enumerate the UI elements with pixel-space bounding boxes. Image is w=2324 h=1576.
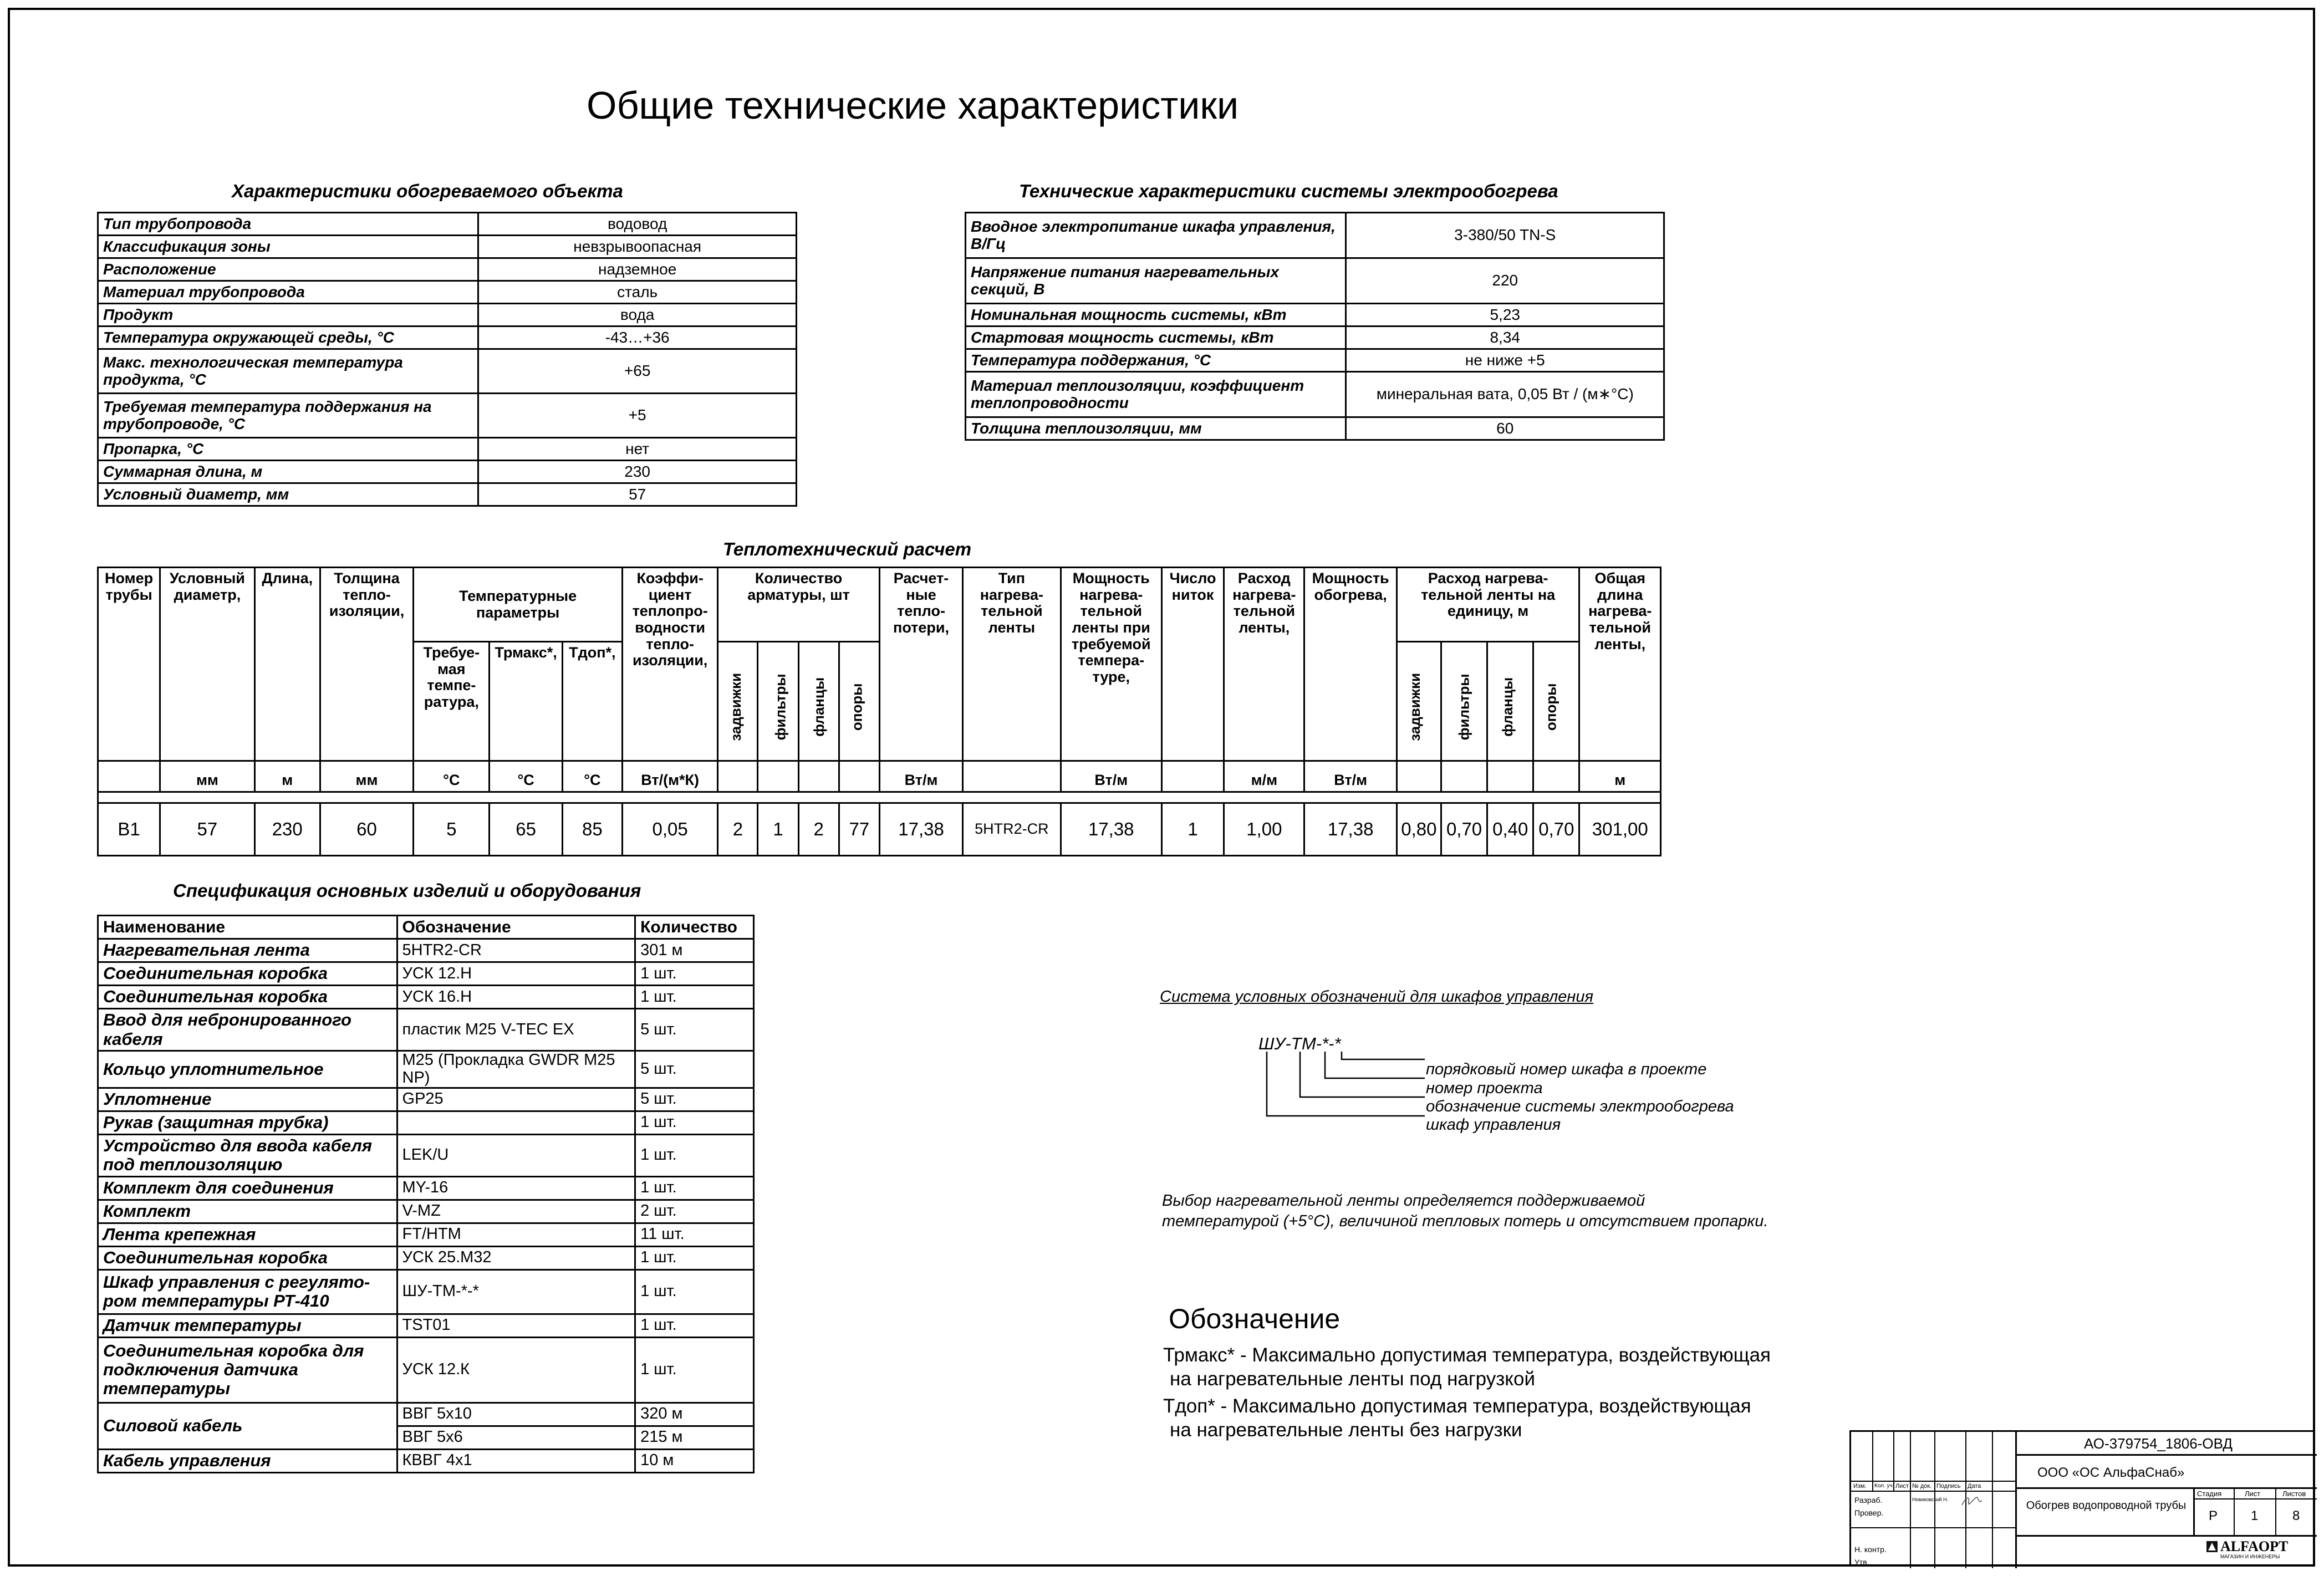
system-key: Материал теплоизоляции, коэффициент теплопроводности bbox=[966, 372, 1346, 417]
system-value: 5,23 bbox=[1346, 304, 1664, 327]
system-row bbox=[966, 327, 1664, 349]
spec-code: TST01 bbox=[397, 1314, 635, 1337]
spec-code: V-MZ bbox=[397, 1200, 635, 1223]
unit-t-dop: °С bbox=[562, 761, 622, 792]
th-power: Мощность обогрева, bbox=[1304, 568, 1397, 761]
spec-row bbox=[98, 1009, 754, 1051]
spec-code: УСК 16.Н bbox=[397, 986, 635, 1009]
stamp-nkontr: Н. контр. bbox=[1854, 1545, 1887, 1554]
system-row bbox=[966, 258, 1664, 304]
spec-code: LEK/U bbox=[397, 1134, 635, 1176]
cell-t-max: 65 bbox=[490, 803, 562, 856]
object-key: Температура окружающей среды, °С bbox=[98, 327, 478, 349]
spec-cable-code2: ВВГ 5х6 bbox=[397, 1426, 635, 1449]
spec-qty: 5 шт. bbox=[635, 1051, 754, 1088]
signature-icon bbox=[1960, 1494, 1986, 1508]
object-key: Условный диаметр, мм bbox=[98, 483, 478, 506]
spec-name: Соединительная коробка bbox=[98, 1246, 397, 1269]
system-key: Напряжение питания нагревательных секций, В bbox=[966, 258, 1346, 304]
th-u-flanges: фланцы bbox=[1487, 642, 1533, 761]
spec-code: 5HTR2-CR bbox=[397, 939, 635, 962]
spec-name: Соединительная коробка bbox=[98, 986, 397, 1009]
th-u-filters: фильтры bbox=[1441, 642, 1487, 761]
system-value: 3-380/50 TN-S bbox=[1346, 213, 1664, 258]
spec-row bbox=[98, 939, 754, 962]
spec-qty: 1 шт. bbox=[635, 986, 754, 1009]
cell-u-filters: 0,70 bbox=[1441, 803, 1487, 856]
system-value: 220 bbox=[1346, 258, 1664, 304]
cell-threads: 1 bbox=[1161, 803, 1224, 856]
spec-qty: 1 шт. bbox=[635, 1246, 754, 1269]
legend-leader-lines bbox=[1258, 1050, 1436, 1134]
stamp-razrab: Разраб. bbox=[1854, 1496, 1883, 1504]
notation-title: Обозначение bbox=[1169, 1303, 1341, 1334]
th-total: Общая длина нагрева-тельной ленты, bbox=[1579, 568, 1661, 761]
spec-row bbox=[98, 1337, 754, 1402]
unit-heat-loss: Вт/м bbox=[879, 761, 962, 792]
legend-item: обозначение системы электрообогрева bbox=[1426, 1098, 1734, 1115]
cell-u-valves: 0,80 bbox=[1397, 803, 1441, 856]
system-value: 60 bbox=[1346, 417, 1664, 440]
object-value: 57 bbox=[478, 483, 797, 506]
spec-code: УСК 25.М32 bbox=[397, 1246, 635, 1269]
spec-code: ШУ-ТМ-*-* bbox=[397, 1269, 635, 1314]
tape-choice-line1: Выбор нагревательной ленты определяется поддерживаемой bbox=[1162, 1192, 1645, 1210]
spec-header-name: Наименование bbox=[98, 916, 397, 939]
spec-header-code: Обозначение bbox=[397, 916, 635, 939]
spec-row bbox=[98, 1088, 754, 1111]
cell-tape-type: 5HTR2-CR bbox=[963, 803, 1061, 856]
spec-qty: 1 шт. bbox=[635, 1337, 754, 1402]
spec-cable-code1: ВВГ 5х10 bbox=[397, 1402, 635, 1426]
system-row bbox=[966, 349, 1664, 372]
th-t-dop: Тдоп*, bbox=[562, 642, 622, 761]
spec-row bbox=[98, 1134, 754, 1176]
th-temp-params: Температурные параметры bbox=[414, 568, 623, 642]
unit-rate: м/м bbox=[1224, 761, 1304, 792]
object-key: Требуемая температура поддержания на трубопроводе, °С bbox=[98, 394, 478, 438]
spec-row bbox=[98, 1111, 754, 1134]
stamp-h-podp: Подпись bbox=[1936, 1483, 1961, 1490]
cell-valves: 2 bbox=[718, 803, 758, 856]
spec-name: Уплотнение bbox=[98, 1088, 397, 1111]
th-pipe: Номер трубы bbox=[98, 568, 160, 761]
object-value: сталь bbox=[478, 281, 797, 304]
spec-code: УСК 12.Н bbox=[397, 962, 635, 986]
cell-t-dop: 85 bbox=[562, 803, 622, 856]
alfaopt-logo: ALFAOPT bbox=[2220, 1538, 2289, 1554]
system-key: Температура поддержания, °С bbox=[966, 349, 1346, 372]
system-row bbox=[966, 417, 1664, 440]
stamp-sheets-label: Листов bbox=[2282, 1490, 2306, 1498]
th-fittings: Количество арматуры, шт bbox=[718, 568, 880, 642]
legend-item: номер проекта bbox=[1426, 1079, 1543, 1097]
cell-tape-power: 17,38 bbox=[1061, 803, 1161, 856]
object-key: Продукт bbox=[98, 304, 478, 327]
object-row bbox=[98, 438, 797, 461]
cell-flanges: 2 bbox=[798, 803, 839, 856]
spec-table-title: Спецификация основных изделий и оборудования bbox=[173, 880, 641, 901]
th-supports: опоры bbox=[839, 642, 879, 761]
cell-diameter: 57 bbox=[160, 803, 254, 856]
object-value: надземное bbox=[478, 258, 797, 281]
alfaopt-logo-icon bbox=[2206, 1541, 2218, 1553]
object-key: Классификация зоны bbox=[98, 236, 478, 258]
object-key: Материал трубопровода bbox=[98, 281, 478, 304]
stamp-utv: Утв. bbox=[1854, 1558, 1869, 1567]
stamp-razrab-name: Новиковский Н. bbox=[1912, 1497, 1949, 1502]
spec-code: пластик М25 V-TEC EX bbox=[397, 1009, 635, 1051]
object-row bbox=[98, 213, 797, 236]
object-row bbox=[98, 281, 797, 304]
spec-qty: 301 м bbox=[635, 939, 754, 962]
notation-line: на нагревательные ленты под нагрузкой bbox=[1170, 1368, 1536, 1390]
spec-row bbox=[98, 1269, 754, 1314]
notation-line: на нагревательные ленты без нагрузки bbox=[1170, 1419, 1522, 1441]
tape-choice-line2: температурой (+5°С), величиной тепловых потерь и отсутствием пропарки. bbox=[1162, 1212, 1769, 1230]
system-value: 8,34 bbox=[1346, 327, 1664, 349]
object-table-title: Характеристики обогреваемого объекта bbox=[232, 181, 623, 201]
spec-name: Шкаф управления с регулято-ром температуры РТ-410 bbox=[98, 1269, 397, 1314]
spec-control-code: КВВГ 4х1 bbox=[397, 1449, 635, 1472]
spec-qty: 5 шт. bbox=[635, 1088, 754, 1111]
cell-t-req: 5 bbox=[414, 803, 490, 856]
spec-name: Соединительная коробка для подключения датчика температуры bbox=[98, 1337, 397, 1402]
cell-coef: 0,05 bbox=[622, 803, 717, 856]
cell-filters: 1 bbox=[758, 803, 798, 856]
spec-name: Комплект для соединения bbox=[98, 1176, 397, 1200]
calc-table bbox=[97, 567, 1662, 856]
th-tape-power: Мощность нагрева-тельной ленты при требуемой темпера-туре, bbox=[1061, 568, 1161, 761]
legend-title: Система условных обозначений для шкафов управления bbox=[1160, 988, 1594, 1006]
stamp-stage: Р bbox=[2209, 1508, 2218, 1523]
cell-rate: 1,00 bbox=[1224, 803, 1304, 856]
object-key: Макс. технологическая температура продукта, °С bbox=[98, 349, 478, 394]
alfaopt-logo-subtitle: МАГАЗИН И ИНЖЕНЕРЫ bbox=[2220, 1554, 2280, 1559]
object-row bbox=[98, 394, 797, 438]
spec-qty: 11 шт. bbox=[635, 1223, 754, 1246]
object-value: -43…+36 bbox=[478, 327, 797, 349]
cell-u-supports: 0,70 bbox=[1533, 803, 1579, 856]
object-key: Тип трубопровода bbox=[98, 213, 478, 236]
spec-qty: 1 шт. bbox=[635, 1176, 754, 1200]
notation-line: Тдоп* - Максимально допустимая температура, воздействующая bbox=[1163, 1395, 1751, 1417]
stamp-h-ndok: № док. bbox=[1912, 1483, 1932, 1490]
calc-row bbox=[98, 803, 1661, 856]
object-value: 230 bbox=[478, 461, 797, 483]
spec-row bbox=[98, 1246, 754, 1269]
spec-control-qty: 10 м bbox=[635, 1449, 754, 1472]
object-row bbox=[98, 461, 797, 483]
stamp-prover: Провер. bbox=[1854, 1508, 1884, 1517]
object-row bbox=[98, 258, 797, 281]
system-key: Вводное электропитание шкафа управления, В/Гц bbox=[966, 213, 1346, 258]
spec-cable-name: Силовой кабель bbox=[98, 1402, 397, 1449]
th-u-valves: задвижки bbox=[1397, 642, 1441, 761]
cell-heat-loss: 17,38 bbox=[879, 803, 962, 856]
object-row bbox=[98, 483, 797, 506]
spec-qty: 1 шт. bbox=[635, 1111, 754, 1134]
stamp-sheet-label: Лист bbox=[2245, 1490, 2261, 1498]
spec-name: Датчик температуры bbox=[98, 1314, 397, 1337]
spec-cable-qty1: 320 м bbox=[635, 1402, 754, 1426]
system-table-title: Технические характеристики системы электрообогрева bbox=[1019, 181, 1558, 201]
system-row bbox=[966, 213, 1664, 258]
spec-name: Рукав (защитная трубка) bbox=[98, 1111, 397, 1134]
object-key: Пропарка, °С bbox=[98, 438, 478, 461]
unit-diameter: мм bbox=[160, 761, 254, 792]
spec-qty: 1 шт. bbox=[635, 1314, 754, 1337]
unit-power: Вт/м bbox=[1304, 761, 1397, 792]
calc-table-title: Теплотехнический расчет bbox=[723, 539, 972, 559]
spec-cable-qty2: 215 м bbox=[635, 1426, 754, 1449]
object-value: нет bbox=[478, 438, 797, 461]
spec-qty: 1 шт. bbox=[635, 962, 754, 986]
object-row bbox=[98, 327, 797, 349]
system-value: не ниже +5 bbox=[1346, 349, 1664, 372]
stamp-organization: ООО «ОС АльфаСнаб» bbox=[2037, 1465, 2185, 1480]
spec-name: Соединительная коробка bbox=[98, 962, 397, 986]
legend-item: порядковый номер шкафа в проекте bbox=[1426, 1060, 1707, 1078]
spec-row bbox=[98, 962, 754, 986]
page-title: Общие технические характеристики bbox=[587, 84, 1239, 127]
stamp-doc-code: АО-379754_1806-ОВД bbox=[2084, 1435, 2233, 1452]
spec-name: Ввод для небронированного кабеля bbox=[98, 1009, 397, 1051]
object-value: невзрывоопасная bbox=[478, 236, 797, 258]
system-row bbox=[966, 304, 1664, 327]
cell-u-flanges: 0,40 bbox=[1487, 803, 1533, 856]
spec-table bbox=[97, 915, 755, 1473]
spec-control-name: Кабель управления bbox=[98, 1449, 397, 1472]
spec-name: Лента крепежная bbox=[98, 1223, 397, 1246]
cell-total: 301,00 bbox=[1579, 803, 1661, 856]
object-row bbox=[98, 349, 797, 394]
th-tape-type: Тип нагрева-тельной ленты bbox=[963, 568, 1061, 761]
object-value: водовод bbox=[478, 213, 797, 236]
notation-line: Трмакс* - Максимально допустимая температура, воздействующая bbox=[1163, 1344, 1771, 1366]
stamp-sheets: 8 bbox=[2292, 1508, 2300, 1523]
stamp-h-list: Лист bbox=[1895, 1483, 1909, 1490]
spec-code: M25 (Прокладка GWDR M25 NP) bbox=[397, 1051, 635, 1088]
spec-name: Кольцо уплотнительное bbox=[98, 1051, 397, 1088]
system-row bbox=[966, 372, 1664, 417]
stamp-h-izm: Изм. bbox=[1853, 1483, 1867, 1490]
spec-qty: 1 шт. bbox=[635, 1134, 754, 1176]
spec-qty: 5 шт. bbox=[635, 1009, 754, 1051]
th-coef: Коэффи-циент теплопро-водности тепло-изоляции, bbox=[622, 568, 717, 761]
title-block bbox=[1849, 1430, 2315, 1567]
stamp-stage-label: Стадия bbox=[2197, 1490, 2222, 1498]
th-t-max: Трмакс*, bbox=[490, 642, 562, 761]
object-table bbox=[97, 212, 797, 507]
th-valves: задвижки bbox=[718, 642, 758, 761]
spec-row bbox=[98, 1223, 754, 1246]
spec-code: УСК 12.К bbox=[397, 1337, 635, 1402]
stamp-h-data: Дата bbox=[1968, 1483, 1981, 1490]
th-heat-loss: Расчет-ные тепло-потери, bbox=[879, 568, 962, 761]
object-row bbox=[98, 236, 797, 258]
th-insulation: Толщина тепло-изоляции, bbox=[320, 568, 413, 761]
system-key: Толщина теплоизоляции, мм bbox=[966, 417, 1346, 440]
object-value: +65 bbox=[478, 349, 797, 394]
cell-length: 230 bbox=[254, 803, 320, 856]
unit-total: м bbox=[1579, 761, 1661, 792]
legend-code: ШУ-ТМ-*-* bbox=[1258, 1034, 1341, 1053]
spec-qty: 2 шт. bbox=[635, 1200, 754, 1223]
th-u-supports: опоры bbox=[1533, 642, 1579, 761]
object-value: +5 bbox=[478, 394, 797, 438]
spec-name: Комплект bbox=[98, 1200, 397, 1223]
spec-row bbox=[98, 1051, 754, 1088]
spec-code: FT/HTM bbox=[397, 1223, 635, 1246]
spec-name: Устройство для ввода кабеля под теплоизоляцию bbox=[98, 1134, 397, 1176]
spec-row bbox=[98, 1176, 754, 1200]
object-value: вода bbox=[478, 304, 797, 327]
object-key: Расположение bbox=[98, 258, 478, 281]
th-t-req: Требуе-мая темпе-ратура, bbox=[414, 642, 490, 761]
spec-header-qty: Количество bbox=[635, 916, 754, 939]
unit-insulation: мм bbox=[320, 761, 413, 792]
spec-row bbox=[98, 1200, 754, 1223]
cell-insulation: 60 bbox=[320, 803, 413, 856]
th-threads: Число ниток bbox=[1161, 568, 1224, 761]
system-value: минеральная вата, 0,05 Вт / (м∗°С) bbox=[1346, 372, 1664, 417]
th-flanges: фланцы bbox=[798, 642, 839, 761]
unit-coef: Вт/(м*К) bbox=[622, 761, 717, 792]
th-filters: фильтры bbox=[758, 642, 798, 761]
th-diameter: Условный диаметр, bbox=[160, 568, 254, 761]
stamp-object: Обогрев водопроводной трубы bbox=[2026, 1500, 2187, 1512]
stamp-h-kol: Кол. уч. bbox=[1874, 1483, 1894, 1489]
th-rate: Расход нагрева-тельной ленты, bbox=[1224, 568, 1304, 761]
spec-code: GP25 bbox=[397, 1088, 635, 1111]
th-length: Длина, bbox=[254, 568, 320, 761]
stamp-sheet: 1 bbox=[2251, 1508, 2259, 1523]
spec-code: MY-16 bbox=[397, 1176, 635, 1200]
spec-qty: 1 шт. bbox=[635, 1269, 754, 1314]
system-table bbox=[965, 212, 1665, 441]
cell-supports: 77 bbox=[839, 803, 879, 856]
cell-pipe: B1 bbox=[98, 803, 160, 856]
cell-power: 17,38 bbox=[1304, 803, 1397, 856]
object-key: Суммарная длина, м bbox=[98, 461, 478, 483]
spec-row bbox=[98, 1314, 754, 1337]
spec-row bbox=[98, 986, 754, 1009]
object-row bbox=[98, 304, 797, 327]
unit-t-max: °С bbox=[490, 761, 562, 792]
unit-length: м bbox=[254, 761, 320, 792]
legend-item: шкаф управления bbox=[1426, 1116, 1561, 1134]
spec-code bbox=[397, 1111, 635, 1134]
unit-t-req: °С bbox=[414, 761, 490, 792]
unit-tape-power: Вт/м bbox=[1061, 761, 1161, 792]
th-per-unit: Расход нагрева-тельной ленты на единицу, м bbox=[1397, 568, 1579, 642]
spec-name: Нагревательная лента bbox=[98, 939, 397, 962]
system-key: Стартовая мощность системы, кВт bbox=[966, 327, 1346, 349]
system-key: Номинальная мощность системы, кВт bbox=[966, 304, 1346, 327]
